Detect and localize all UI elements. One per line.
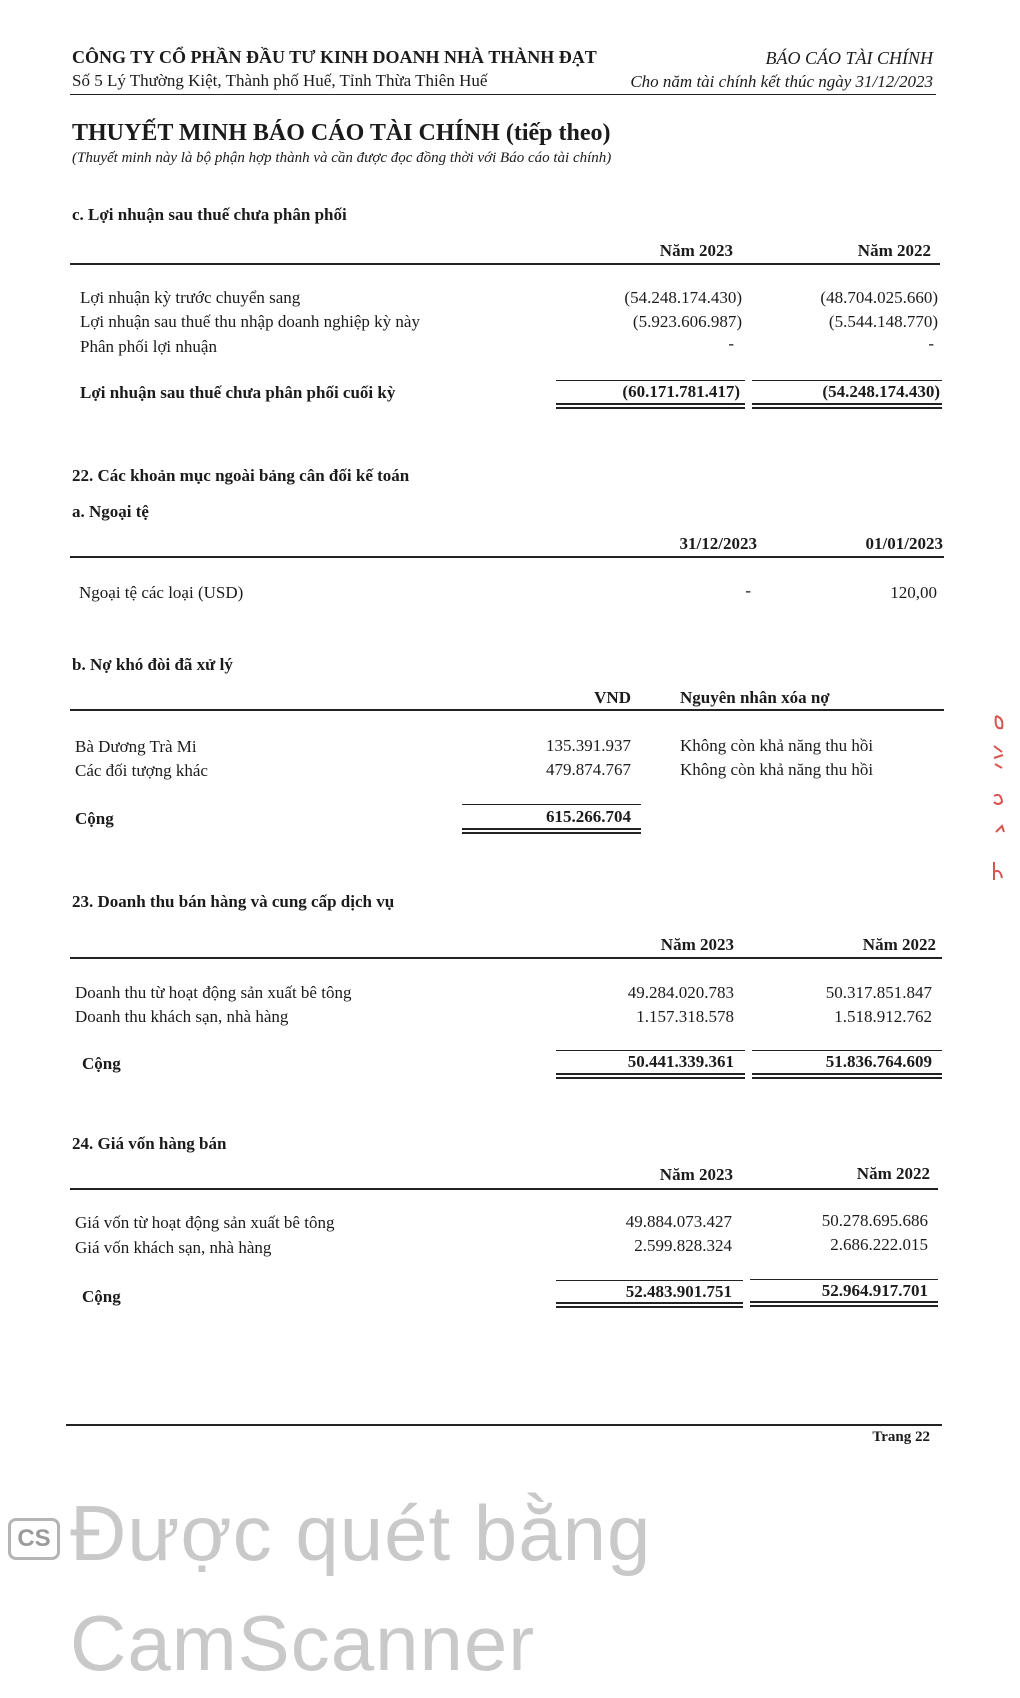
sec-23-total-2023: 50.441.339.361	[627, 1052, 734, 1071]
sec-23-total-label: Cộng	[82, 1054, 121, 1073]
sec-22b-total-label: Cộng	[75, 809, 114, 828]
page-number: Trang 22	[872, 1429, 930, 1445]
sec-22b-total-double-rule	[462, 828, 641, 834]
scanner-watermark: Được quét bằng CamScanner	[70, 1489, 652, 1687]
sec-22b-header-rule	[70, 709, 944, 711]
header-divider	[70, 94, 936, 95]
sec-c-total-double-rule	[752, 403, 942, 409]
row-value-2022: (5.544.148.770)	[828, 312, 938, 331]
sec-24-total-top-rule	[750, 1279, 938, 1280]
sec-22a-col-begin: 01/01/2023	[865, 534, 943, 553]
footer-rule	[66, 1424, 942, 1426]
sec-c-total-top-rule	[752, 380, 942, 381]
row-label: Giá vốn từ hoạt động sản xuất bê tông	[75, 1213, 335, 1232]
row-label: Doanh thu khách sạn, nhà hàng	[75, 1007, 289, 1026]
row-reason: Không còn khả năng thu hồi	[680, 736, 874, 755]
row-value-2022: 1.518.912.762	[834, 1007, 932, 1026]
row-label: Giá vốn khách sạn, nhà hàng	[75, 1238, 272, 1257]
company-address: Số 5 Lý Thường Kiệt, Thành phố Huế, Tỉnh Thừa Thiên Huế	[72, 71, 488, 90]
sec-24-total-double-rule	[750, 1301, 938, 1307]
row-value-2023: -	[728, 334, 734, 353]
sec-c-header-rule	[70, 263, 940, 265]
section-22b-heading: b. Nợ khó đòi đã xử lý	[72, 655, 233, 674]
sec-22a-row-value-end: -	[745, 581, 751, 600]
stamp-edge-mark	[990, 712, 1010, 888]
sec-24-total-label: Cộng	[82, 1287, 121, 1306]
sec-24-total-double-rule	[556, 1302, 743, 1308]
sec-23-col-2022: Năm 2022	[862, 935, 936, 954]
sec-24-col-2022: Năm 2022	[856, 1164, 930, 1183]
sec-24-header-rule	[70, 1188, 938, 1190]
camscanner-logo: CS	[8, 1518, 60, 1560]
sec-24-col-2023: Năm 2023	[659, 1165, 733, 1184]
row-label: Phân phối lợi nhuận	[80, 337, 217, 356]
sec-22b-col-vnd: VND	[594, 688, 631, 707]
report-type: BÁO CÁO TÀI CHÍNH	[765, 48, 933, 68]
company-name: CÔNG TY CỔ PHẦN ĐẦU TƯ KINH DOANH NHÀ THÀNH ĐẠT	[72, 47, 597, 67]
section-24-heading: 24. Giá vốn hàng bán	[72, 1134, 227, 1153]
sec-c-total-label: Lợi nhuận sau thuế chưa phân phối cuối kỳ	[80, 383, 396, 402]
sec-c-col-2023: Năm 2023	[659, 241, 733, 260]
section-22a-heading: a. Ngoại tệ	[72, 502, 149, 521]
row-label: Các đối tượng khác	[75, 761, 208, 780]
row-value-2023: (5.923.606.987)	[632, 312, 742, 331]
sec-c-col-2022: Năm 2022	[857, 241, 931, 260]
sec-23-total-top-rule	[556, 1050, 745, 1051]
row-value: 479.874.767	[546, 760, 631, 779]
sec-23-total-double-rule	[752, 1073, 942, 1079]
sec-c-total-2022: (54.248.174.430)	[822, 382, 940, 401]
row-value-2023: 1.157.318.578	[636, 1007, 734, 1026]
sec-22b-total-value: 615.266.704	[546, 807, 631, 826]
row-value-2022: -	[928, 334, 934, 353]
sec-c-total-double-rule	[556, 403, 745, 409]
section-c-heading: c. Lợi nhuận sau thuế chưa phân phối	[72, 205, 347, 224]
row-value-2023: 49.284.020.783	[627, 983, 734, 1002]
row-value: 135.391.937	[546, 736, 631, 755]
sec-23-header-rule	[70, 957, 942, 959]
sec-22a-header-rule	[70, 556, 944, 558]
sec-24-total-top-rule	[556, 1280, 743, 1281]
sec-22a-row-value-begin: 120,00	[890, 583, 937, 602]
page-subtitle: (Thuyết minh này là bộ phận hợp thành và cần được đọc đồng thời với Báo cáo tài chính)	[72, 150, 612, 166]
row-value-2022: 50.278.695.686	[821, 1211, 928, 1230]
sec-22a-row-label: Ngoại tệ các loại (USD)	[79, 583, 244, 602]
row-label: Lợi nhuận sau thuế thu nhập doanh nghiệp kỳ này	[80, 312, 420, 331]
row-value-2023: 2.599.828.324	[634, 1236, 732, 1255]
sec-23-total-2022: 51.836.764.609	[825, 1052, 932, 1071]
row-reason: Không còn khả năng thu hồi	[680, 760, 874, 779]
sec-22a-col-end: 31/12/2023	[679, 534, 757, 553]
row-label: Lợi nhuận kỳ trước chuyển sang	[80, 288, 301, 307]
row-value-2022: (48.704.025.660)	[820, 288, 938, 307]
sec-23-total-top-rule	[752, 1050, 942, 1051]
sec-c-total-2023: (60.171.781.417)	[622, 382, 740, 401]
section-22-heading: 22. Các khoản mục ngoài bảng cân đối kế toán	[72, 466, 410, 485]
row-value-2023: 49.884.073.427	[625, 1212, 732, 1231]
sec-22b-total-top-rule	[462, 804, 641, 805]
row-value-2023: (54.248.174.430)	[624, 288, 742, 307]
sec-24-total-2022: 52.964.917.701	[821, 1281, 928, 1300]
sec-23-col-2023: Năm 2023	[660, 935, 734, 954]
row-label: Bà Dương Trà Mi	[75, 737, 197, 756]
sec-23-total-double-rule	[556, 1073, 745, 1079]
section-23-heading: 23. Doanh thu bán hàng và cung cấp dịch vụ	[72, 892, 395, 911]
sec-24-total-2023: 52.483.901.751	[625, 1282, 732, 1301]
sec-c-total-top-rule	[556, 380, 745, 381]
sec-22b-col-reason: Nguyên nhân xóa nợ	[680, 688, 830, 707]
row-value-2022: 50.317.851.847	[825, 983, 932, 1002]
page-title: THUYẾT MINH BÁO CÁO TÀI CHÍNH (tiếp theo)	[72, 120, 611, 146]
row-label: Doanh thu từ hoạt động sản xuất bê tông	[75, 983, 352, 1002]
row-value-2022: 2.686.222.015	[830, 1235, 928, 1254]
report-period: Cho năm tài chính kết thúc ngày 31/12/2023	[630, 72, 933, 91]
